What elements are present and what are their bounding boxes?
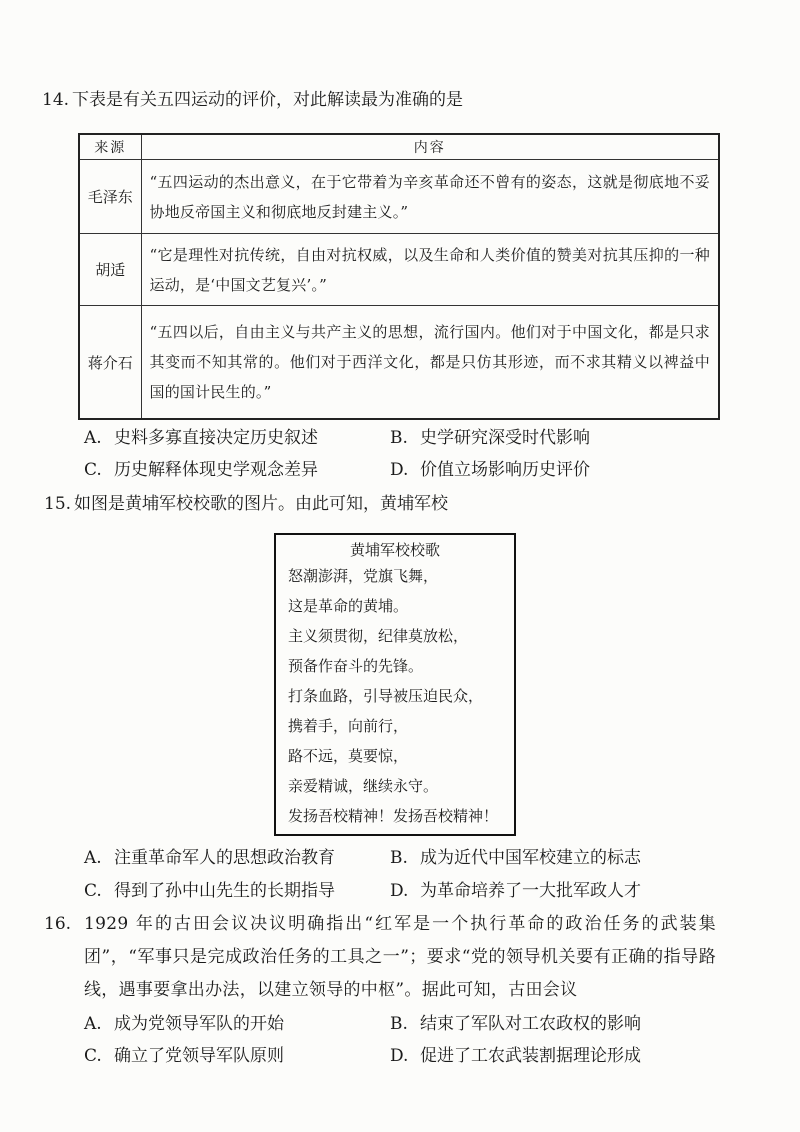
option-text: 历史解释体现史学观念差异 [114, 460, 318, 480]
row-content: “它是理性对抗传统，自由对抗权威，以及生命和人类价值的赞美对抗其压抑的一种运动，是‘中国文艺复兴’。” [141, 234, 719, 306]
q15-stem: 如图是黄埔军校校歌的图片。由此可知，黄埔军校 [74, 494, 448, 514]
option-text: 确立了党领导军队原则 [114, 1046, 284, 1066]
q14-evaluation-table [78, 133, 720, 420]
song-line: 怒潮澎湃，党旗飞舞， [288, 567, 439, 585]
song-line: 这是革命的黄埔。 [288, 597, 409, 615]
header-source: 来源 [79, 134, 141, 160]
row-content: “五四运动的杰出意义，在于它带着为辛亥革命还不曾有的姿态，这就是彻底地不妥协地反帝国主义和彻底地反封建主义。” [141, 160, 719, 234]
q14-options-row-1 [84, 427, 724, 449]
song-line: 打条血路，引导被压迫民众， [288, 687, 484, 705]
option-text: 成为近代中国军校建立的标志 [420, 848, 641, 868]
q15-option-a [84, 847, 335, 869]
q16-option-d [390, 1045, 641, 1067]
row-source: 蒋介石 [79, 306, 141, 420]
q14-option-c [84, 459, 318, 481]
q15-number: 15. [44, 494, 72, 514]
q15-option-b [390, 847, 641, 869]
q16-number: 16. [44, 914, 72, 934]
table-row [79, 306, 719, 420]
table-header-row [79, 134, 719, 160]
q14-option-d [390, 459, 590, 481]
option-label: B. [390, 1014, 408, 1034]
row-source: 胡适 [79, 234, 141, 306]
option-text: 史料多寡直接决定历史叙述 [114, 428, 318, 448]
option-label: C. [84, 1046, 102, 1066]
option-label: D. [390, 881, 409, 901]
q16-stem-block [44, 908, 716, 1007]
song-line: 发扬吾校精神！发扬吾校精神！ [288, 807, 499, 825]
option-text: 结束了军队对工农政权的影响 [420, 1014, 641, 1034]
option-text: 得到了孙中山先生的长期指导 [114, 881, 335, 901]
song-line: 预备作奋斗的先锋。 [288, 657, 424, 675]
option-label: C. [84, 881, 102, 901]
q15-options-row-1 [84, 847, 724, 869]
option-text: 注重革命军人的思想政治教育 [114, 848, 335, 868]
option-label: A. [84, 848, 102, 868]
header-content: 内容 [141, 134, 719, 160]
song-line: 亲爱精诚，继续永守。 [288, 777, 439, 795]
q16-options-row-2 [84, 1045, 724, 1067]
q16-stem: 1929 年的古田会议决议明确指出“红军是一个执行革命的政治任务的武装集团”，“军事只是完成政治任务的工具之一”；要求“党的领导机关要有正确的指导路线，遇事要拿出办法，以建立领导的中枢”。据此可知，古田会议 [84, 914, 716, 1000]
option-text: 史学研究深受时代影响 [420, 428, 590, 448]
option-text: 成为党领导军队的开始 [114, 1014, 284, 1034]
q16-option-a [84, 1013, 284, 1035]
song-line: 主义须贯彻，纪律莫放松， [288, 627, 469, 645]
table-row [79, 160, 719, 234]
table-row [79, 234, 719, 306]
option-label: B. [390, 428, 408, 448]
q14-stem-line [42, 89, 463, 111]
song-line: 携着手，向前行， [288, 717, 409, 735]
option-label: A. [84, 428, 102, 448]
row-content: “五四以后，自由主义与共产主义的思想，流行国内。他们对于中国文化，都是只求其变而不知其常的。他们对于西洋文化，都是只仿其形迹，而不求其精义以裨益中国的国计民生的。” [141, 306, 719, 420]
row-source: 毛泽东 [79, 160, 141, 234]
q15-stem-line [44, 493, 448, 515]
option-text: 为革命培养了一大批军政人才 [420, 881, 641, 901]
song-line: 路不远，莫要惊， [288, 747, 409, 765]
q15-option-c [84, 880, 335, 902]
q16-options-row-1 [84, 1013, 724, 1035]
song-title: 黄埔军校校歌 [349, 541, 440, 559]
option-text: 促进了工农武装割据理论形成 [420, 1046, 641, 1066]
q15-options-row-2 [84, 880, 724, 902]
option-label: C. [84, 460, 102, 480]
q15-option-d [390, 880, 641, 902]
q16-option-c [84, 1045, 284, 1067]
option-label: B. [390, 848, 408, 868]
q14-number: 14. [42, 90, 70, 110]
option-label: A. [84, 1014, 102, 1034]
option-label: D. [390, 460, 409, 480]
option-label: D. [390, 1046, 409, 1066]
q14-options-row-2 [84, 459, 724, 481]
whampoa-song-box [274, 533, 516, 836]
q14-stem: 下表是有关五四运动的评价，对此解读最为准确的是 [72, 90, 463, 110]
q16-option-b [390, 1013, 641, 1035]
q14-option-a [84, 427, 318, 449]
option-text: 价值立场影响历史评价 [420, 460, 590, 480]
q14-option-b [390, 427, 590, 449]
